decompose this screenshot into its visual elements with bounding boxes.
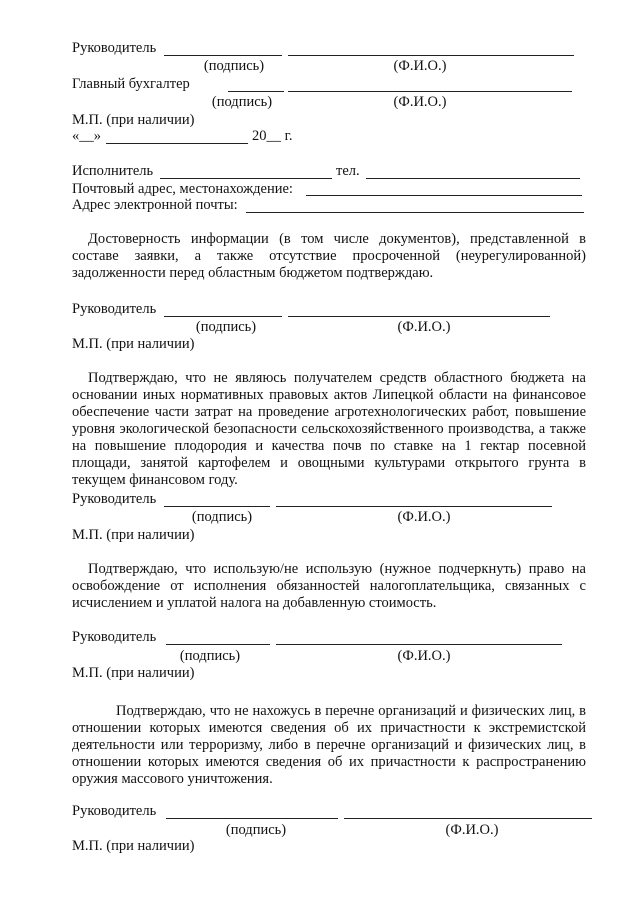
head-signature-line[interactable] <box>164 506 270 507</box>
name-caption: (Ф.И.О.) <box>397 319 451 335</box>
signature-caption: (подпись) <box>203 58 265 74</box>
head-label: Руководитель <box>72 301 157 317</box>
date-day-field[interactable]: «__» <box>72 128 101 144</box>
head-signature-line[interactable] <box>164 55 282 56</box>
stamp-label: М.П. (при наличии) <box>72 336 195 352</box>
date-month-line[interactable] <box>106 143 248 144</box>
signature-caption: (подпись) <box>179 648 241 664</box>
name-caption: (Ф.И.О.) <box>397 648 451 664</box>
signature-caption: (подпись) <box>195 319 257 335</box>
head-label: Руководитель <box>72 40 157 56</box>
head-label: Руководитель <box>72 491 157 507</box>
signature-caption: (подпись) <box>191 509 253 525</box>
name-caption: (Ф.И.О.) <box>393 94 447 110</box>
phone-label: тел. <box>336 163 360 179</box>
head-label: Руководитель <box>72 629 157 645</box>
head-name-line[interactable] <box>344 818 592 819</box>
postal-address-line[interactable] <box>306 195 582 196</box>
email-line[interactable] <box>246 212 584 213</box>
accountant-signature-line[interactable] <box>228 91 284 92</box>
name-caption: (Ф.И.О.) <box>397 509 451 525</box>
phone-line[interactable] <box>366 178 580 179</box>
head-name-line[interactable] <box>288 316 550 317</box>
head-name-line[interactable] <box>276 644 562 645</box>
head-signature-line[interactable] <box>166 818 338 819</box>
name-caption: (Ф.И.О.) <box>393 58 447 74</box>
head-signature-line[interactable] <box>166 644 270 645</box>
accountant-name-line[interactable] <box>288 91 572 92</box>
date-year-field[interactable]: 20__ г. <box>252 128 293 144</box>
executor-line[interactable] <box>160 178 332 179</box>
executor-label: Исполнитель <box>72 163 154 179</box>
head-name-line[interactable] <box>276 506 552 507</box>
extremism-list-confirmation-paragraph: Подтверждаю, что не нахожусь в перечне организаций и физических лиц, в отношении которых имеются сведения об их причастности к экстремистской деятельности или терроризму, либо в перечне организаций и физических лиц, в отношении которых имеются сведения об их причастности к распространению оружия массового уничтожения. <box>72 703 586 787</box>
accountant-label: Главный бухгалтер <box>72 76 190 92</box>
name-caption: (Ф.И.О.) <box>445 822 499 838</box>
stamp-label: М.П. (при наличии) <box>72 665 195 681</box>
non-recipient-confirmation-paragraph: Подтверждаю, что не являюсь получателем средств областного бюджета на основании иных нормативных правовых актов Липецкой области на финансовое обеспечение части затрат на проведение агротехнологических работ, повышение уровня экологической безопасности сельскохозяйственного производства, а также на повышение плодородия и качества почв по ставке на 1 гектар посевной площади, занятой картофелем и овощными культурами открытого грунта в текущем финансовом году. <box>72 370 586 488</box>
signature-caption: (подпись) <box>211 94 273 110</box>
postal-address-label: Почтовый адрес, местонахождение: <box>72 181 293 197</box>
stamp-label: М.П. (при наличии) <box>72 112 195 128</box>
stamp-label: М.П. (при наличии) <box>72 838 195 854</box>
head-name-line[interactable] <box>288 55 574 56</box>
signature-caption: (подпись) <box>225 822 287 838</box>
stamp-label: М.П. (при наличии) <box>72 527 195 543</box>
head-signature-line[interactable] <box>164 316 282 317</box>
vat-exemption-confirmation-paragraph: Подтверждаю, что использую/не использую (нужное подчеркнуть) право на освобождение от исполнения обязанностей налогоплательщика, связанных с исчислением и уплатой налога на добавленную стоимость. <box>72 561 586 611</box>
head-label: Руководитель <box>72 803 157 819</box>
reliability-confirmation-paragraph: Достоверность информации (в том числе документов), представленной в составе заявки, а также отсутствие просроченной (неурегулированной) задолженности перед областным бюджетом подтверждаю. <box>72 231 586 281</box>
email-label: Адрес электронной почты: <box>72 197 238 213</box>
